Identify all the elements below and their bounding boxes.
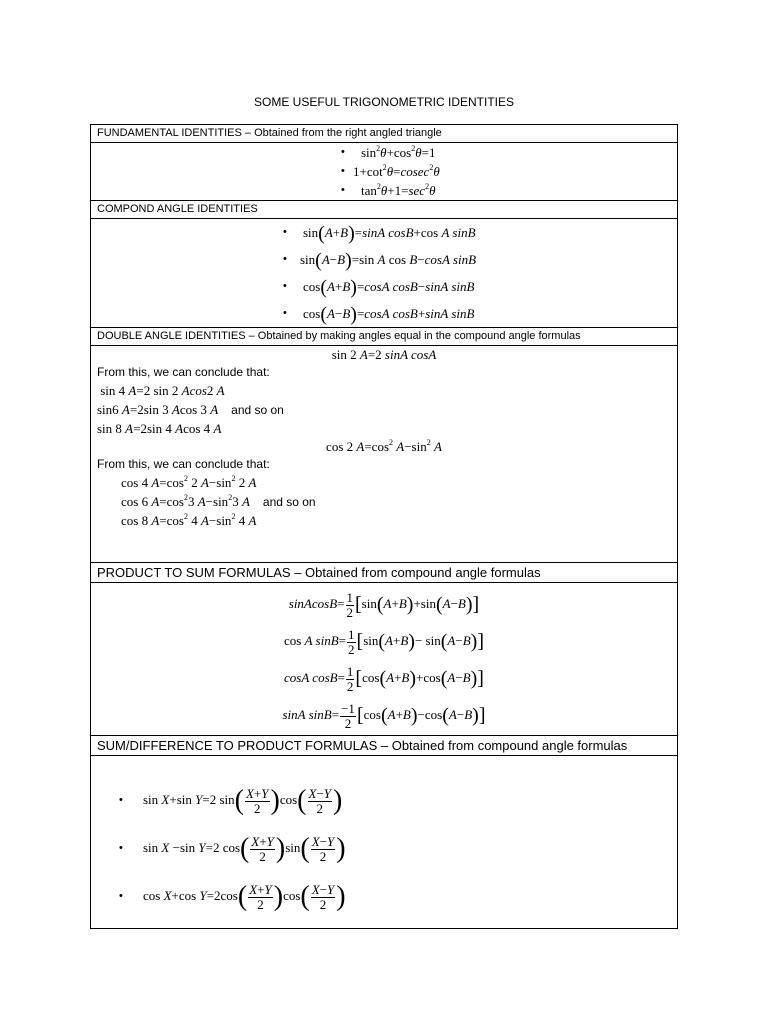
bullet-icon: • <box>119 842 123 854</box>
identity-sin-double: sin 2 A=2 sinA cosA <box>331 347 437 362</box>
and-so-on-label: and so on <box>262 495 316 509</box>
bullet-icon: • <box>341 165 345 177</box>
example-sin8a: sin 8 A=2sin 4 Acos 4 A <box>97 421 222 436</box>
formula-sinx-plus-siny: • sin X+sin Y=2 sin( $\frac{X+Y}{2}$ )cos( $\frac{X-Y}{2}$ ) <box>143 776 671 824</box>
bullet-icon: • <box>341 184 345 196</box>
product-to-sum-header: PRODUCT TO SUM FORMULAS – Obtained from compound angle formulas <box>91 563 678 583</box>
conclude-text-1: From this, we can conclude that: <box>97 365 270 379</box>
fundamental-body <box>91 143 678 201</box>
example-sin6a: sin6 A=2sin 3 Acos 3 A and so on <box>97 402 284 417</box>
formula-cos-cos: cosA cosB= $\frac{1}{2}$ [cos(A+B)+cos(A−B)] <box>284 663 484 694</box>
identities-table <box>90 124 678 929</box>
identity-tan-sec: • $\tan^2\theta+1=\sec^2\theta$ <box>341 182 436 198</box>
bullet-icon: • <box>119 794 123 806</box>
and-so-on-label: and so on <box>231 403 284 417</box>
double-body <box>91 346 678 563</box>
identity-cot-cosec: • $1+\cot^2\theta=cosec^2\theta$ <box>341 163 440 179</box>
formula-sin-cos: sinAcosB= $\frac{1}{2}$ [sin(A+B)+sin(A−B)] <box>288 589 480 620</box>
identity-cos-diff: • cos(A−B)=cosA cosB+sinA sinB <box>303 300 671 327</box>
compound-header: COMPOND ANGLE IDENTITIES <box>91 201 678 219</box>
compound-body <box>91 219 678 328</box>
page-title: SOME USEFUL TRIGONOMETRIC IDENTITIES <box>253 95 515 109</box>
identity-sin-diff: • sin(A−B)=sin A cos B−cosA sinB <box>300 246 671 273</box>
formula-sinx-minus-siny: • sin X −sin Y=2 cos( $\frac{X+Y}{2}$ )sin( $\frac{X-Y}{2}$ ) <box>143 824 671 872</box>
fundamental-header: FUNDAMENTAL IDENTITIES – Obtained from the right angled triangle <box>91 125 678 143</box>
formula-cos-sin: cos A sinB= $\frac{1}{2}$ [sin(A+B)− sin(A−B)] <box>284 626 484 657</box>
sum-to-product-header: SUM/DIFFERENCE TO PRODUCT FORMULAS – Obtained from compound angle formulas <box>91 736 678 756</box>
double-header: DOUBLE ANGLE IDENTITIES – Obtained by making angles equal in the compound angle formulas <box>91 328 678 346</box>
identity-cos-sum: • cos(A+B)=cosA cosB−sinA sinB <box>303 273 671 300</box>
identity-cos-double: cos 2 $A=\cos^2$ $A-\sin^2$ A <box>326 438 442 454</box>
identity-sin-sum: • sin(A+B)=sinA cosB+cos A sinB <box>303 219 671 246</box>
conclude-text-2: From this, we can conclude that: <box>97 457 270 471</box>
bullet-icon: • <box>283 307 287 319</box>
product-to-sum-body <box>91 583 678 736</box>
example-cos6a: cos 6 $A=\cos^23$ $A-\sin^23$ A and so on <box>121 493 316 509</box>
bullet-icon: • <box>283 253 287 265</box>
example-cos8a: cos 8 $A=\cos^2$ 4 $A-\sin^2$ 4 A <box>121 512 257 528</box>
bullet-icon: • <box>283 280 287 292</box>
bullet-icon: • <box>119 890 123 902</box>
identity-pythagorean: • $\sin^2\theta+\cos^2\theta=1$ <box>341 144 436 160</box>
bullet-icon: • <box>341 146 345 158</box>
example-cos4a: cos 4 $A=\cos^2$ 2 $A-\sin^2$ 2 A <box>121 474 257 490</box>
sum-to-product-body <box>91 756 678 929</box>
example-sin4a: sin 4 A=2 sin 2 Acos2 A <box>97 383 225 398</box>
formula-sin-sin: sinA sinB= $\frac{-1}{2}$ [cos(A+B)−cos(A−B)] <box>282 700 486 731</box>
formula-cosx-plus-cosy: • cos X+cos Y=2cos( $\frac{X+Y}{2}$ )cos( $\frac{X-Y}{2}$ ) <box>143 872 671 920</box>
bullet-icon: • <box>283 226 287 238</box>
